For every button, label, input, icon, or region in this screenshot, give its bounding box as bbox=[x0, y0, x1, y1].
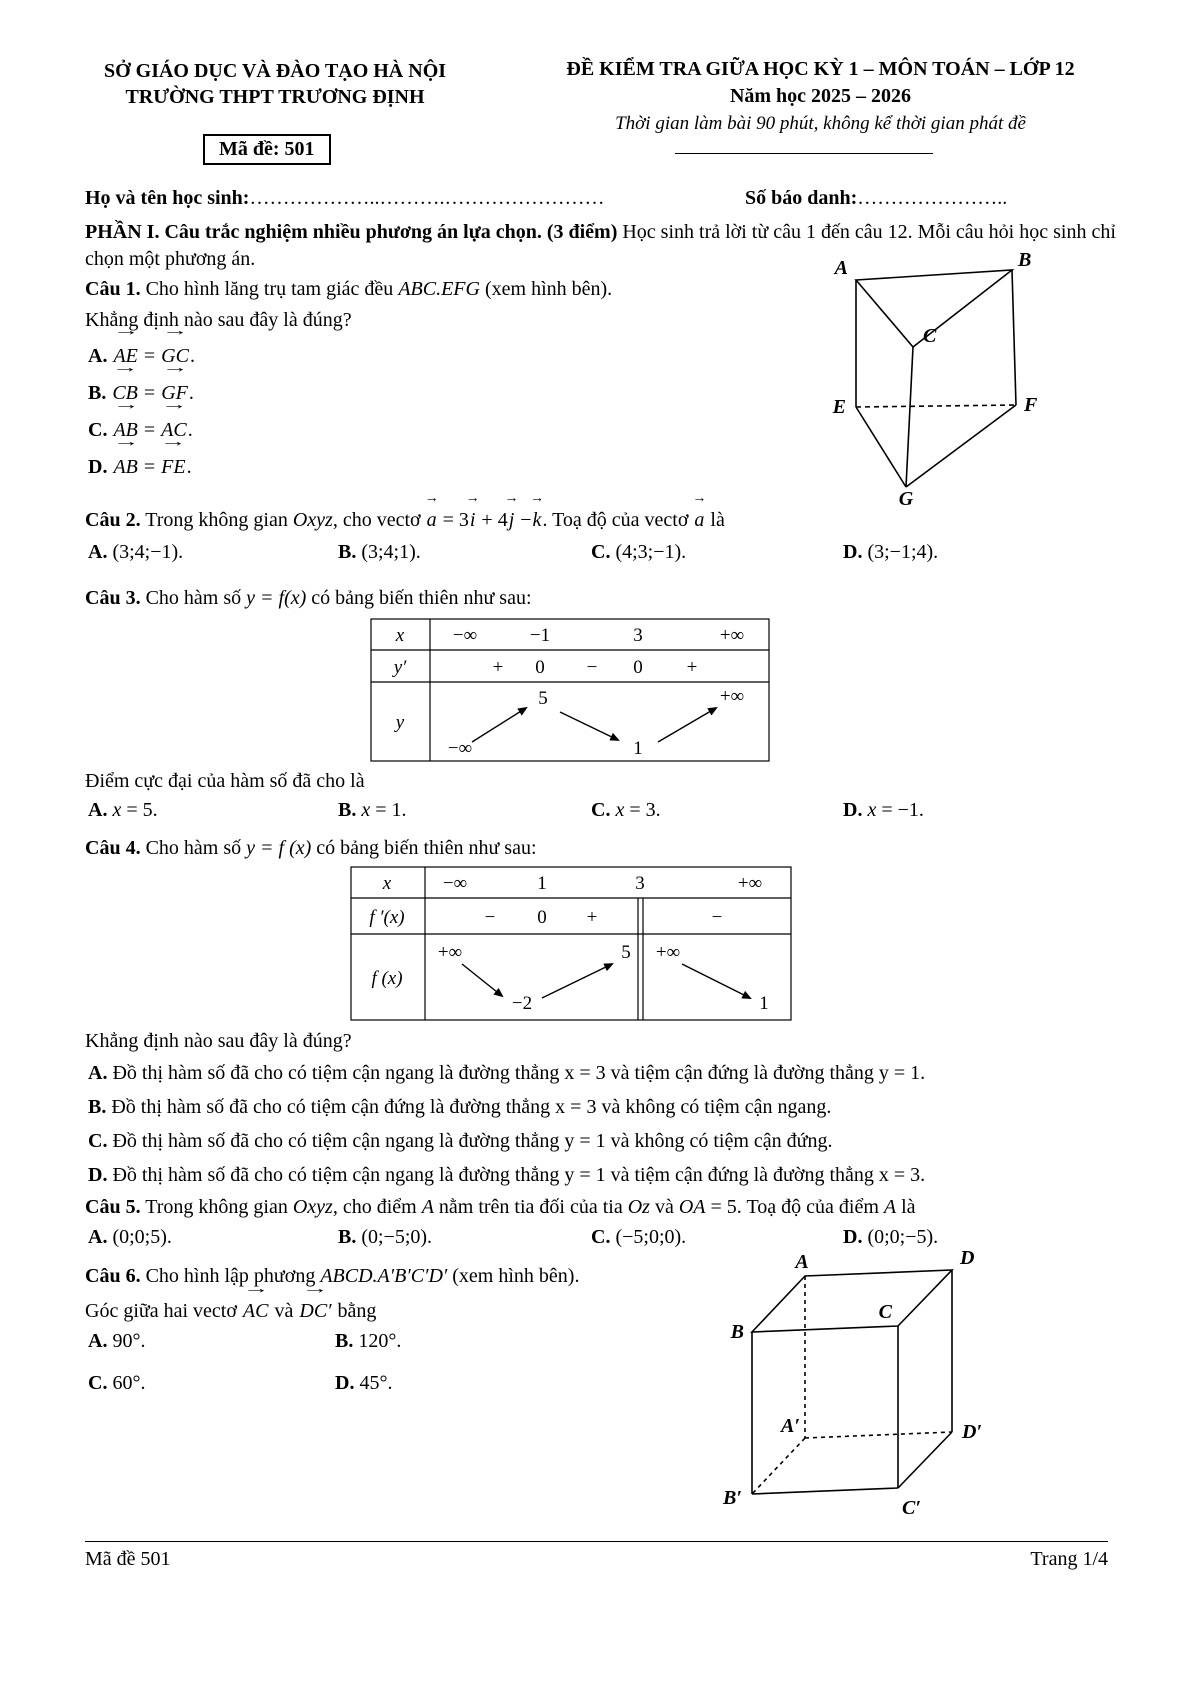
student-name-dots: ………………..……….…………………… bbox=[249, 187, 605, 209]
limit-value: +∞ bbox=[437, 942, 463, 963]
q3-option-A bbox=[88, 799, 338, 822]
q3-text: Cho hàm số bbox=[145, 587, 242, 609]
option-text: 90°. bbox=[112, 1330, 146, 1352]
option-label: C. bbox=[591, 799, 611, 821]
q6-text: Cho hình lập phương bbox=[145, 1265, 316, 1287]
option-label: D. bbox=[88, 456, 108, 478]
q2-statement bbox=[85, 505, 1125, 535]
exam-title-block bbox=[528, 56, 1113, 137]
option-text: Đồ thị hàm số đã cho có tiệm cận ngang là đường thẳng y = 1 và không có tiệm cận đứng. bbox=[112, 1130, 833, 1152]
q4-option-A bbox=[88, 1056, 1123, 1090]
equals-sign: = bbox=[143, 456, 156, 478]
q4-options bbox=[88, 1056, 1123, 1192]
x-value: −∞ bbox=[442, 873, 468, 894]
option-var: x bbox=[112, 799, 122, 821]
q2-option-B bbox=[338, 541, 591, 564]
variation-table-q3 bbox=[370, 618, 770, 762]
x-row-label: x bbox=[395, 625, 405, 646]
sign: 0 bbox=[633, 657, 643, 678]
q1-text: Cho hình lăng trụ tam giác đều bbox=[145, 278, 394, 300]
q4-option-D bbox=[88, 1158, 1123, 1192]
min-value: 1 bbox=[633, 738, 643, 759]
q2-option-D bbox=[843, 541, 938, 564]
q3-option-D bbox=[843, 799, 924, 822]
option-label: D. bbox=[335, 1372, 355, 1394]
student-name-line bbox=[85, 187, 604, 210]
option-label: B. bbox=[88, 382, 107, 404]
q6-statement bbox=[85, 1261, 745, 1291]
part1-title: PHẦN I. Câu trắc nghiệm nhiều phương án lựa chọn. (3 điểm) bbox=[85, 221, 618, 243]
vector-term: AB → bbox=[112, 449, 138, 486]
sign: 0 bbox=[535, 657, 545, 678]
q1-text-2: (xem hình bên). bbox=[484, 278, 613, 300]
option-label: B. bbox=[338, 799, 357, 821]
vertex-label-A: A bbox=[834, 257, 848, 279]
option-text: (0;0;5). bbox=[112, 1226, 172, 1248]
exam-code-box bbox=[203, 134, 331, 165]
equals-sign: = bbox=[143, 382, 156, 404]
cube-figure bbox=[720, 1242, 992, 1520]
q6-option-C bbox=[88, 1372, 145, 1395]
q5-ray: Oz bbox=[627, 1196, 650, 1218]
x-value: +∞ bbox=[719, 625, 745, 646]
option-label: B. bbox=[88, 1096, 107, 1118]
candidate-number-line bbox=[745, 187, 1007, 210]
option-label: B. bbox=[338, 541, 357, 563]
option-label: D. bbox=[843, 1226, 863, 1248]
q4-number: Câu 4. bbox=[85, 837, 141, 859]
q2-text: Trong không gian bbox=[145, 509, 288, 531]
option-label: C. bbox=[88, 1130, 108, 1152]
department-name: SỞ GIÁO DỤC VÀ ĐÀO TẠO HÀ NỘI bbox=[103, 60, 447, 82]
table-grid bbox=[351, 867, 791, 1020]
vector-a: a → bbox=[426, 505, 438, 535]
q4-statement bbox=[85, 833, 1125, 863]
q6-option-D bbox=[335, 1372, 392, 1395]
student-name-label: Họ và tên học sinh: bbox=[85, 187, 250, 209]
option-text: (0;−5;0). bbox=[361, 1226, 433, 1248]
option-var: x bbox=[867, 799, 877, 821]
option-label: B. bbox=[338, 1226, 357, 1248]
q6-number: Câu 6. bbox=[85, 1265, 141, 1287]
q6-question bbox=[85, 1296, 745, 1326]
x-value: +∞ bbox=[737, 873, 763, 894]
q5-number: Câu 5. bbox=[85, 1196, 141, 1218]
vertex-label-E: E bbox=[832, 396, 846, 418]
q2-options bbox=[88, 541, 1118, 564]
option-text: 120°. bbox=[358, 1330, 402, 1352]
vector-term: DC′ → bbox=[298, 1296, 332, 1326]
yprime-row-label: y′ bbox=[393, 657, 407, 678]
option-var: x bbox=[361, 799, 371, 821]
q3-option-C bbox=[591, 799, 843, 822]
vertex-label-A-prime: A′ bbox=[781, 1415, 800, 1437]
q1-options bbox=[88, 338, 195, 486]
variation-arrows bbox=[462, 964, 750, 998]
q1-solid-name: ABC.EFG bbox=[398, 278, 480, 300]
option-text: (4;3;−1). bbox=[615, 541, 687, 563]
q2-number: Câu 2. bbox=[85, 509, 141, 531]
q3-option-B bbox=[338, 799, 591, 822]
q2-text-4: là bbox=[710, 509, 725, 531]
option-label: A. bbox=[88, 345, 108, 367]
y-row-label: y bbox=[395, 712, 405, 733]
option-text: Đồ thị hàm số đã cho có tiệm cận ngang là đường thẳng x = 3 và tiệm cận đứng là đường thẳng y = 1. bbox=[112, 1062, 926, 1084]
q2-space-name: Oxyz bbox=[292, 509, 333, 531]
vertex-label-D: D bbox=[960, 1247, 975, 1269]
option-text: Đồ thị hàm số đã cho có tiệm cận ngang là đường thẳng y = 1 và tiệm cận đứng là đường thẳng x = 3. bbox=[112, 1164, 926, 1186]
period: . bbox=[189, 345, 195, 367]
q2-text-2: , cho vectơ bbox=[332, 509, 421, 531]
issuer-block bbox=[60, 58, 490, 110]
option-text: (3;4;1). bbox=[361, 541, 421, 563]
sign: − bbox=[586, 657, 598, 678]
period: . bbox=[188, 382, 194, 404]
cube-edges bbox=[752, 1270, 952, 1494]
table-text bbox=[369, 873, 768, 1014]
header-divider bbox=[675, 153, 933, 154]
sign: − bbox=[484, 907, 496, 928]
vertex-label-A: A bbox=[795, 1251, 809, 1273]
limit-value: +∞ bbox=[655, 942, 681, 963]
option-text: = −1. bbox=[881, 799, 924, 821]
vector-term: AB → bbox=[112, 412, 138, 449]
q6-solid-name: ABCD.A′B′C′D′ bbox=[320, 1265, 448, 1287]
footer-exam-code: Mã đề 501 bbox=[85, 1548, 171, 1570]
table-grid bbox=[371, 619, 769, 761]
x-value: −∞ bbox=[452, 625, 478, 646]
option-label: C. bbox=[88, 1372, 108, 1394]
q4-text-2: có bảng biến thiên như sau: bbox=[316, 837, 537, 859]
vertex-label-B: B bbox=[730, 1321, 744, 1343]
q6-text-4: và bbox=[274, 1300, 294, 1322]
candidate-number-dots: ………………….. bbox=[857, 187, 1008, 209]
q4-option-C bbox=[88, 1124, 1123, 1158]
q5-text-5: = 5. Toạ độ của điểm bbox=[710, 1196, 879, 1218]
option-label: D. bbox=[843, 541, 863, 563]
q5-option-B bbox=[338, 1226, 591, 1249]
q4-option-B bbox=[88, 1090, 1123, 1124]
table-text bbox=[392, 625, 744, 759]
vector-term: GF → bbox=[160, 375, 189, 412]
q6-option-A bbox=[88, 1330, 145, 1353]
sign: + bbox=[686, 657, 698, 678]
part1-desc: Học sinh trả lời từ câu 1 đến câu 12. Mỗi câu hỏi học sinh chỉ chọn một phương án. bbox=[85, 221, 1116, 270]
q2-math: − bbox=[520, 509, 532, 531]
q2-text-3: . Toạ độ của vectơ bbox=[542, 509, 689, 531]
vector-term: AC → bbox=[160, 412, 188, 449]
vertex-label-C-prime: C′ bbox=[902, 1497, 921, 1519]
period: . bbox=[187, 419, 193, 441]
option-label: A. bbox=[88, 541, 108, 563]
vector-term: AE → bbox=[112, 338, 138, 375]
q2-option-A bbox=[88, 541, 338, 564]
limit-value: −∞ bbox=[447, 738, 473, 759]
q5-point: A bbox=[883, 1196, 897, 1218]
vector-term: GC → bbox=[160, 338, 190, 375]
option-label: C. bbox=[591, 541, 611, 563]
q6-text-5: bằng bbox=[337, 1300, 377, 1322]
option-text: 60°. bbox=[112, 1372, 146, 1394]
x-row-label: x bbox=[382, 873, 392, 894]
sign: 0 bbox=[537, 907, 547, 928]
q1-option-D bbox=[88, 449, 195, 486]
vector-term: FE → bbox=[160, 449, 186, 486]
triangular-prism-figure bbox=[820, 250, 1045, 508]
vertex-label-G: G bbox=[898, 488, 914, 508]
q5-text-6: là bbox=[901, 1196, 916, 1218]
x-value: 1 bbox=[537, 873, 547, 894]
footer-divider bbox=[85, 1541, 1108, 1542]
option-text: = 5. bbox=[126, 799, 158, 821]
option-label: A. bbox=[88, 1330, 108, 1352]
q3-question: Điểm cực đại của hàm số đã cho là bbox=[85, 770, 365, 792]
q3-options bbox=[88, 799, 1118, 822]
vertex-label-C: C bbox=[923, 325, 937, 347]
equals-sign: = bbox=[143, 345, 156, 367]
vector-a: a → bbox=[693, 505, 705, 535]
limit-value: 1 bbox=[759, 993, 769, 1014]
sign: − bbox=[711, 907, 723, 928]
exam-code: Mã đề: 501 bbox=[219, 138, 315, 160]
q5-segment: OA bbox=[678, 1196, 706, 1218]
exam-title: ĐỀ KIỂM TRA GIỮA HỌC KỲ 1 – MÔN TOÁN – LỚP 12 bbox=[566, 58, 1075, 80]
x-value: −1 bbox=[529, 625, 551, 646]
q2-math: = 3 bbox=[442, 509, 469, 531]
footer-page-number: Trang 1/4 bbox=[1030, 1548, 1108, 1570]
option-text: (−5;0;0). bbox=[615, 1226, 687, 1248]
q3-number: Câu 3. bbox=[85, 587, 141, 609]
cube-vertex-labels bbox=[722, 1247, 982, 1519]
option-label: A. bbox=[88, 1062, 108, 1084]
equals-sign: = bbox=[143, 419, 156, 441]
f-row-label: f (x) bbox=[371, 968, 403, 989]
option-text: = 3. bbox=[629, 799, 661, 821]
max-value: 5 bbox=[621, 942, 631, 963]
vector-term: CB → bbox=[111, 375, 139, 412]
candidate-number-label: Số báo danh: bbox=[745, 187, 858, 209]
vector-k: k → bbox=[532, 505, 543, 535]
option-text: Đồ thị hàm số đã cho có tiệm cận đứng là đường thẳng x = 3 và không có tiệm cận ngang. bbox=[111, 1096, 832, 1118]
q2-math: + 4 bbox=[481, 509, 508, 531]
q2-option-C bbox=[591, 541, 843, 564]
variation-arrows bbox=[472, 708, 716, 742]
vertex-label-D-prime: D′ bbox=[962, 1421, 983, 1443]
fprime-row-label: f ′(x) bbox=[369, 907, 405, 928]
q5-option-A bbox=[88, 1226, 338, 1249]
prism-edges bbox=[856, 270, 1016, 487]
period: . bbox=[186, 456, 192, 478]
q5-text: Trong không gian bbox=[145, 1196, 288, 1218]
option-text: (3;−1;4). bbox=[867, 541, 939, 563]
q5-statement bbox=[85, 1192, 1125, 1222]
q4-text: Cho hàm số bbox=[145, 837, 242, 859]
x-value: 3 bbox=[635, 873, 645, 894]
q6-option-B bbox=[335, 1330, 401, 1353]
q1-statement bbox=[85, 274, 825, 304]
option-label: C. bbox=[88, 419, 108, 441]
vertex-label-C: C bbox=[878, 1301, 892, 1323]
q5-text-4: và bbox=[654, 1196, 674, 1218]
vertex-label-B: B bbox=[1018, 250, 1032, 271]
q5-space-name: Oxyz bbox=[292, 1196, 333, 1218]
option-label: D. bbox=[88, 1164, 108, 1186]
q3-statement bbox=[85, 583, 1125, 613]
q4-function: y = f (x) bbox=[246, 837, 312, 859]
q5-text-2: , cho điểm bbox=[332, 1196, 417, 1218]
option-text: 45°. bbox=[359, 1372, 393, 1394]
exam-duration: Thời gian làm bài 90 phút, không kể thời gian phát đề bbox=[615, 113, 1026, 134]
vertex-label-F: F bbox=[1024, 394, 1038, 416]
option-label: C. bbox=[591, 1226, 611, 1248]
q1-question: Khẳng định nào sau đây là đúng? bbox=[85, 309, 352, 331]
x-value: 3 bbox=[633, 625, 643, 646]
max-value: 5 bbox=[538, 688, 548, 709]
option-label: A. bbox=[88, 799, 108, 821]
q6-text-2: (xem hình bên). bbox=[452, 1265, 580, 1287]
variation-table-q4 bbox=[350, 866, 792, 1021]
option-label: A. bbox=[88, 1226, 108, 1248]
min-value: −2 bbox=[511, 993, 533, 1014]
q3-text-2: có bảng biến thiên như sau: bbox=[311, 587, 532, 609]
option-label: D. bbox=[843, 799, 863, 821]
q6-text-3: Góc giữa hai vectơ bbox=[85, 1300, 237, 1322]
option-text: = 1. bbox=[375, 799, 407, 821]
vector-j: j → bbox=[508, 505, 516, 535]
q1-number: Câu 1. bbox=[85, 278, 141, 300]
q5-point: A bbox=[421, 1196, 434, 1218]
option-label: B. bbox=[335, 1330, 354, 1352]
school-name: TRƯỜNG THPT TRƯƠNG ĐỊNH bbox=[125, 86, 425, 108]
vertex-label-B-prime: B′ bbox=[723, 1487, 742, 1509]
limit-value: +∞ bbox=[719, 686, 745, 707]
sign: + bbox=[586, 907, 598, 928]
vector-term: AC → bbox=[242, 1296, 270, 1326]
option-var: x bbox=[615, 799, 625, 821]
vector-i: i → bbox=[469, 505, 477, 535]
school-year: Năm học 2025 – 2026 bbox=[729, 85, 912, 107]
option-text: (3;4;−1). bbox=[112, 541, 184, 563]
q3-function: y = f(x) bbox=[246, 587, 307, 609]
option-text: (0;0;−5). bbox=[867, 1226, 939, 1248]
q5-text-3: nằm trên tia đối của tia bbox=[438, 1196, 623, 1218]
sign: + bbox=[492, 657, 504, 678]
q4-question: Khẳng định nào sau đây là đúng? bbox=[85, 1030, 352, 1052]
